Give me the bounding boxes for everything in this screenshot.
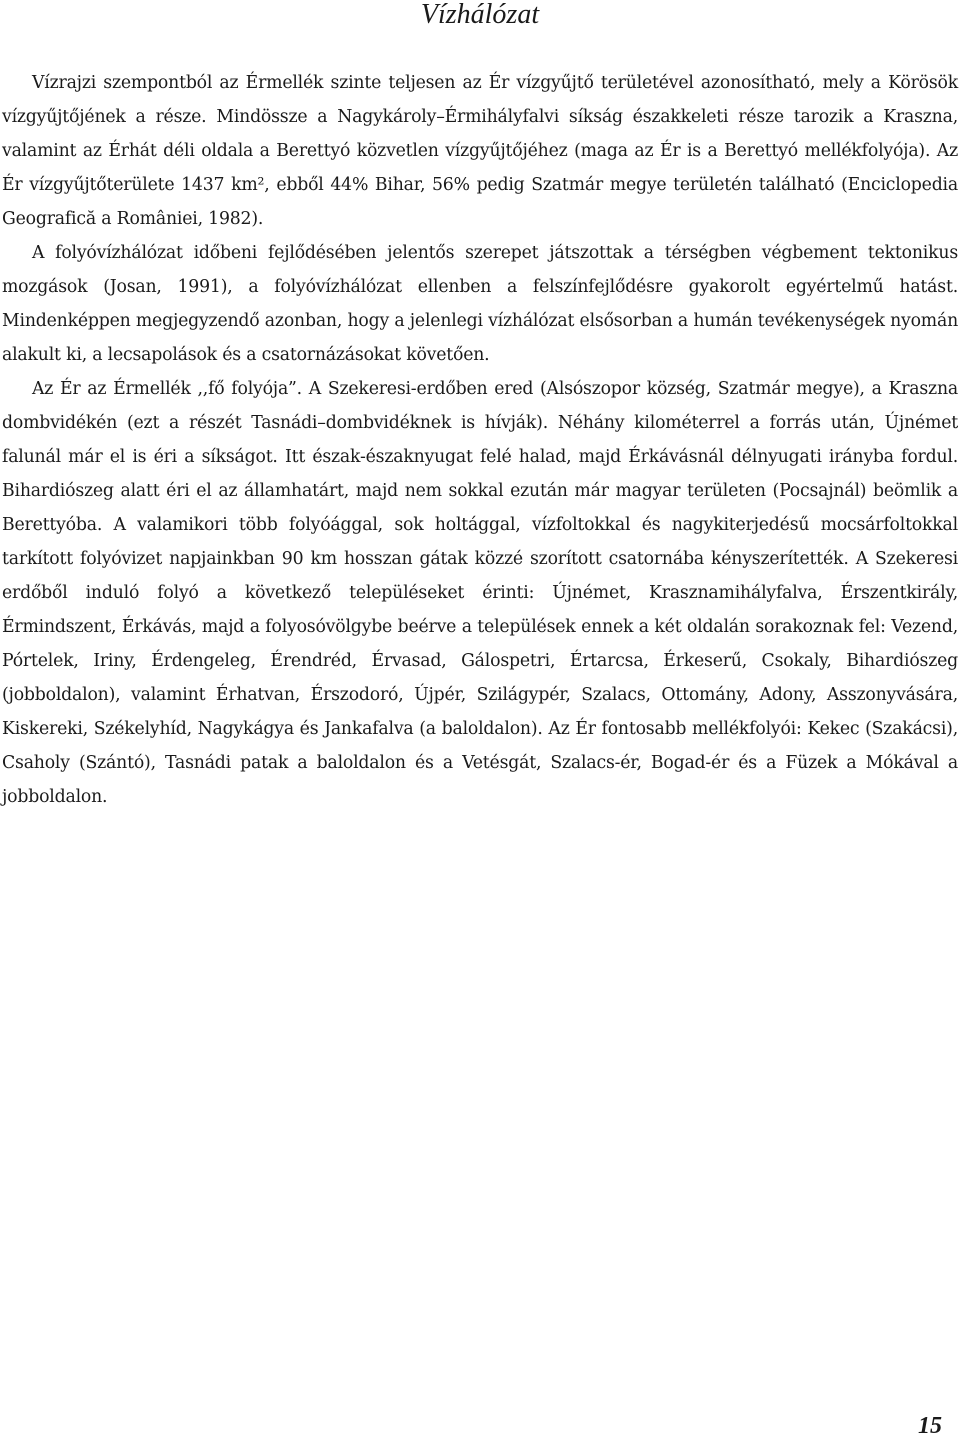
page-title: Vízhálózat [420, 0, 540, 30]
paragraph-2: A folyóvízhálózat időbeni fejlődésében jelentős szerepet játszottak a térségben végbement tektonikus mozgások (Josan, 1991), a folyóvízhálózat ellenben a felszínfejlődésre gyakorolt egyértelmű hatást. Mindenképpen megjegyzendő azonban, hogy a jelenlegi vízhálózat elsősorban a humán tevékenységek nyomán alakult ki, a lecsapolások és a csatornázásokat követően. [2, 243, 958, 365]
paragraph-1: Vízrajzi szempontból az Érmellék szinte teljesen az Ér vízgyűjtő területével azonosítható, mely a Körösök vízgyűjtőjének a része. Mindössze a Nagykároly–Érmihályfalvi síkság északkeleti része tarozik a Kraszna, valamint az Érhát déli oldala a Berettyó közvetlen vízgyűjtőjéhez (maga az Ér is a Berettyó mellékfolyója). Az Ér vízgyűjtőterülete 1437 km², ebből 44% Bihar, 56% pedig Szatmár megye területén található (Enciclopedia Geografică a României, 1982). [2, 73, 958, 229]
body-text [2, 66, 958, 814]
paragraph-3: Az Ér az Érmellék ,,fő folyója”. A Szekeresi-erdőben ered (Alsószopor község, Szatmár megye), a Kraszna dombvidékén (ezt a részét Tasnádi–dombvidéknek is hívják). Néhány kilométerrel a forrás után, Újnémet falunál már el is éri a síkságot. Itt észak-északnyugat felé halad, majd Érkávásnál délnyugati irányba fordul. Bihardiószeg alatt éri el az államhatárt, majd nem sokkal ezután már magyar területen (Pocsajnál) beömlik a Berettyóba. A valamikori több folyóággal, sok holtággal, vízfoltokkal és nagykiterjedésű mocsárfoltokkal tarkított folyóvizet napjainkban 90 km hosszan gátak közzé szorított csatornába kényszerítették. A Szekeresi erdőből induló folyó a következő településeket érinti: Újnémet, Krasznamihályfalva, Érszentkirály, Érmindszent, Érkávás, majd a folyosóvölgybe beérve a települések ennek a két oldalán sorakoznak fel: Vezend, Pórtelek, Iriny, Érdengeleg, Érendréd, Érvasad, Gálospetri, Értarcsa, Érkeserű, Csokaly, Bihardiószeg (jobboldalon), valamint Érhatvan, Érszodoró, Újpér, Szilágypér, Szalacs, Ottomány, Adony, Asszonyvására, Kiskereki, Székelyhíd, Nagykágya és Jankafalva (a baloldalon). Az Ér fontosabb mellékfolyói: Kekec (Szakácsi), Csaholy (Szántó), Tasnádi patak a baloldalon és a Vetésgát, Szalacs-ér, Bogad-ér és a Füzek a Mókával a jobboldalon. [2, 379, 958, 807]
page-number: 15 [918, 1413, 942, 1439]
